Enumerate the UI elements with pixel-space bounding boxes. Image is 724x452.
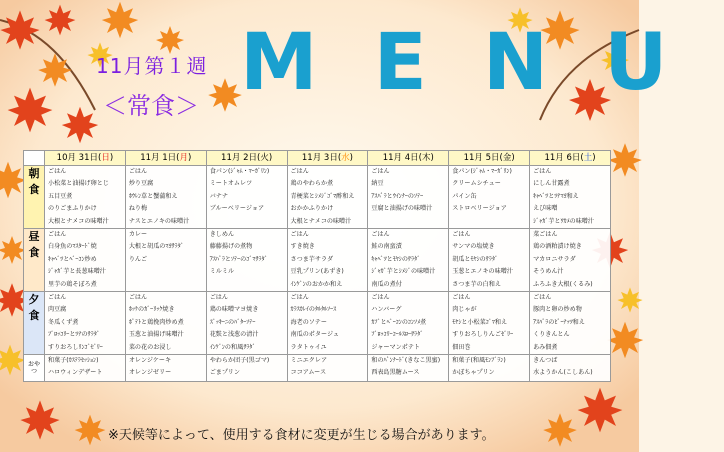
menu-item: そうめん汁 <box>533 268 564 276</box>
menu-item: ﾓﾔｼと小松菜ｺﾞﾏ和え <box>452 318 508 326</box>
menu-item: 五目豆煮 <box>48 192 73 200</box>
menu-item: ｶﾗｽｶﾚｲのﾀﾙﾀﾙｿｰｽ <box>290 306 337 314</box>
menu-item: ｼﾞｬｶﾞ芋と長葱味噌汁 <box>48 268 106 276</box>
meal-row <box>24 355 611 382</box>
menu-item: ごはん <box>290 294 309 301</box>
menu-item: オレンジゼリー <box>128 369 172 377</box>
menu-item: 鶏の酒粕漬け焼き <box>533 243 582 251</box>
menu-item: くりきんとん <box>533 331 570 339</box>
menu-item: やわらか団子(黒ゴマ) <box>209 357 270 364</box>
menu-item: 和菓子(ｶｽﾃﾗｾｯｼｮﾝ) <box>48 357 99 364</box>
menu-item: サンマの塩焼き <box>452 243 495 251</box>
menu-item: ハンバーグ <box>371 306 402 314</box>
menu-item: さつま芋の白和え <box>452 280 501 288</box>
day-header: 11月 3日(水) <box>287 151 368 166</box>
menu-item: ﾎｳﾚﾝ草と蟹蒲和え <box>128 192 178 200</box>
menu-item: 鶏のやわらか煮 <box>290 180 334 188</box>
menu-table <box>23 150 611 382</box>
menu-cell <box>45 229 126 292</box>
menu-item: 花麩と浅葱の清汁 <box>209 331 259 339</box>
menu-item: ジャーマンポテト <box>371 343 421 351</box>
menu-item: 和菓子(和風ﾓﾝﾌﾞﾗﾝ) <box>452 357 506 364</box>
menu-cell <box>206 229 287 292</box>
menu-item <box>207 216 287 228</box>
menu-item: 大根とナメコの味噌汁 <box>48 217 109 225</box>
menu-item: すりおろしりんごｾﾞﾘｰ <box>452 331 514 339</box>
menu-item: ｷｬﾍﾞﾂとﾂﾅﾏﾖ和え <box>533 192 579 200</box>
menu-item: 菜の花のお浸し <box>128 343 172 351</box>
menu-item: きしめん <box>209 231 235 238</box>
menu-item: ｽﾞｯｷｰﾆのﾊﾞﾀｰｿﾃｰ <box>209 318 256 326</box>
menu-item: ごはん <box>452 231 471 238</box>
menu-item: 豆乳プリン(あずき) <box>290 268 344 276</box>
meal-label <box>24 355 45 382</box>
meal-label-char: 食 <box>28 183 40 196</box>
menu-item: 西表島黒糖ムース <box>371 369 420 377</box>
menu-item: カレー <box>128 231 148 238</box>
menu-item: ﾌﾞﾛｯｺﾘｰとﾂﾅのｻﾗﾀﾞ <box>48 331 100 339</box>
day-header: 11月 1日(月) <box>125 151 206 166</box>
menu-item: ごはん <box>371 168 390 175</box>
menu-item: ココアムース <box>290 369 327 377</box>
menu-item: パイン缶 <box>452 192 477 200</box>
menu-item: さつま芋サラダ <box>290 255 334 263</box>
day-header: 11月 4日(木) <box>368 151 449 166</box>
day-date: 11月 3日 <box>301 153 338 163</box>
menu-cell <box>206 292 287 355</box>
menu-item: ふろふき大根(くるみ) <box>533 280 593 288</box>
menu-item: マカロニサラダ <box>533 255 576 263</box>
menu-item: すき焼き <box>290 243 315 251</box>
meal-row <box>24 229 611 292</box>
menu-item: ｲﾝｹﾞﾝの和風ｻﾗﾀﾞ <box>209 343 256 351</box>
menu-item: ごはん <box>128 168 148 175</box>
menu-item: 食パン(ｼﾞｬﾑ・ﾏｰｶﾞﾘﾝ) <box>452 168 512 175</box>
menu-item: バナナ <box>209 192 228 200</box>
day-date: 11月 5日 <box>463 153 500 163</box>
menu-item: きんつば <box>533 357 558 364</box>
menu-item: ごはん <box>48 168 67 175</box>
menu-cell <box>530 229 611 292</box>
menu-item: ﾌﾞﾛｯｺﾘｰｺｰﾙｽﾛｰｻﾗﾀﾞ <box>371 331 424 339</box>
meal-label <box>24 166 45 229</box>
menu-item: ごはん <box>128 294 148 301</box>
menu-item: 大根と胡瓜のﾏﾖｻﾗﾀﾞ <box>128 243 184 251</box>
day-header: 10月 31日(日) <box>45 151 126 166</box>
menu-cell <box>125 166 206 229</box>
day-of-week: 木 <box>422 153 431 163</box>
menu-cell <box>287 292 368 355</box>
menu-item: おかかふりかけ <box>290 205 334 213</box>
menu-item: あみ佃煮 <box>533 343 558 351</box>
meal-label-char: 夕 <box>28 293 40 306</box>
meal-label-char: 昼 <box>28 230 40 243</box>
day-of-week: 日 <box>101 153 110 163</box>
meal-type-label: ＜常食＞ <box>103 92 199 120</box>
menu-cell <box>449 166 530 229</box>
menu-item: 南瓜の煮付 <box>371 280 402 288</box>
menu-item: ミートオムレツ <box>209 180 253 188</box>
meal-label-char: 食 <box>28 309 40 322</box>
day-header: 11月 2日(火) <box>206 151 287 166</box>
menu-cell <box>287 229 368 292</box>
menu-item: ｱｽﾊﾟﾗとｳｲﾝﾅｰのｿﾃｰ <box>371 192 424 200</box>
menu-cell <box>206 355 287 382</box>
menu-item: 豆腐と油揚げの味噌汁 <box>371 205 433 213</box>
menu-cell <box>530 355 611 382</box>
menu-cell <box>530 166 611 229</box>
menu-item: ｲﾝｹﾞﾝのおかか和え <box>290 280 343 288</box>
menu-cell <box>530 292 611 355</box>
menu-item: 玉葱とエノキの味噌汁 <box>452 268 513 276</box>
day-date: 11月 1日 <box>140 153 177 163</box>
day-header: 11月 6日(土) <box>530 151 611 166</box>
meal-label-char: おや <box>27 361 40 368</box>
meal-label-char: 食 <box>28 246 40 259</box>
menu-item: 青梗菜とｼﾒｼﾞｺﾞﾏ酢和え <box>290 192 355 200</box>
menu-item: すりおろしﾘﾝｺﾞｾﾞﾘｰ <box>48 343 103 351</box>
meal-label-char: 朝 <box>28 167 40 180</box>
menu-item: 海老のソテー <box>290 318 327 326</box>
menu-cell <box>368 292 449 355</box>
menu-item: 大根とナメコの味噌汁 <box>290 217 352 225</box>
menu-item: 南瓜のポタージュ <box>290 331 340 339</box>
menu-cell <box>287 355 368 382</box>
menu-item: オレンジケーキ <box>128 357 172 364</box>
menu-cell <box>449 229 530 292</box>
menu-item: ハロウィンデザート <box>48 369 103 377</box>
menu-item: ごはん <box>452 294 471 301</box>
menu-item: 冬瓜くず煮 <box>48 318 79 326</box>
menu-item: ごはん <box>371 231 390 238</box>
day-date: 11月 2日 <box>221 153 257 163</box>
menu-item: ラタトゥイユ <box>290 343 327 351</box>
menu-item: ナスとエノキの味噌汁 <box>128 217 190 225</box>
meal-row <box>24 166 611 229</box>
menu-item: ごはん <box>48 231 67 238</box>
date-header-row <box>24 151 611 166</box>
menu-cell <box>125 229 206 292</box>
meal-row <box>24 292 611 355</box>
menu-item: 玉葱と油揚げ味噌汁 <box>128 331 184 339</box>
menu-item <box>449 216 529 228</box>
day-of-week: 火 <box>260 153 269 163</box>
menu-cell <box>368 355 449 382</box>
menu-item: ﾎｯｹのｶﾞｰﾘｯｸ焼き <box>128 306 175 314</box>
menu-item: ごはん <box>290 168 309 175</box>
menu-cell <box>368 166 449 229</box>
menu-cell <box>45 166 126 229</box>
menu-item: ごはん <box>48 294 67 301</box>
menu-item: ｷｬﾍﾞﾂとﾓﾔｼのｻﾗﾀﾞ <box>371 255 421 263</box>
meal-label-char: つ <box>30 368 37 375</box>
menu-item <box>126 266 206 278</box>
menu-item: ストロベリージョア <box>452 205 507 213</box>
menu-cell <box>125 292 206 355</box>
menu-item: にしん甘露煮 <box>533 180 570 188</box>
menu-item: ｷｬﾍﾞﾂとﾍﾞｰｺﾝ炒め <box>48 255 97 263</box>
menu-item: ｱｽﾊﾟﾗとｿﾃｰのｺﾞﾏｻﾗﾀﾞ <box>209 255 268 263</box>
menu-item: のりごまふりかけ <box>48 205 97 213</box>
corner-cell <box>24 151 45 166</box>
menu-item: 藤藤揚げの煮物 <box>209 243 253 251</box>
notice-text: ※天候等によって、使用する食材に変更が生じる場合があります。 <box>108 428 495 443</box>
menu-item: りんご <box>128 255 148 263</box>
menu-item: ミニエクレア <box>290 357 328 364</box>
day-of-week: 月 <box>179 153 188 163</box>
menu-item: 肉豆腐 <box>48 306 67 314</box>
menu-item: ねり梅 <box>128 205 148 213</box>
menu-cell <box>449 292 530 355</box>
menu-item: ｼﾞｬｶﾞ芋とｼﾒｼﾞの味噌汁 <box>371 268 436 276</box>
menu-cell <box>206 166 287 229</box>
menu-item: かぼちゃプリン <box>452 369 495 377</box>
menu-item: ごはん <box>290 231 309 238</box>
menu-item: 鶏の味噌マヨ焼き <box>209 306 259 314</box>
day-of-week: 金 <box>502 153 512 163</box>
menu-cell <box>287 166 368 229</box>
menu-item: 白身魚のﾏｽﾀｰﾄﾞ焼 <box>48 243 97 251</box>
menu-item: 豚肉と卵の炒め物 <box>533 306 582 314</box>
menu-item: 菜ごはん <box>533 231 558 238</box>
menu-item: 食パン(ｼﾞｬﾑ・ﾏｰｶﾞﾘﾝ) <box>209 168 270 175</box>
menu-item: ｼﾞｬｶﾞ芋とﾜｶﾒの味噌汁 <box>533 217 594 225</box>
meal-label <box>24 229 45 292</box>
day-date: 10月 31日 <box>56 153 98 163</box>
menu-item: 肉じゃが <box>452 306 477 314</box>
menu-item: 和のﾊﾟﾝﾅｰﾄﾞ(きなこ黒蜜) <box>371 357 441 364</box>
menu-item: 鮭の南蛮漬 <box>371 243 402 251</box>
menu-item: ごはん <box>371 294 390 301</box>
menu-item: ｱｽﾊﾟﾗのﾋﾟｰﾅｯﾂ和え <box>533 318 585 326</box>
menu-heading: MENU <box>240 18 724 108</box>
menu-item: えび味噌 <box>533 205 558 213</box>
day-of-week: 土 <box>583 153 593 163</box>
menu-item <box>207 279 287 291</box>
menu-item: ごまプリン <box>209 369 240 377</box>
menu-cell <box>125 355 206 382</box>
menu-item: ごはん <box>533 168 552 175</box>
menu-cell <box>45 355 126 382</box>
meal-label <box>24 292 45 355</box>
day-date: 11月 6日 <box>544 153 581 163</box>
menu-cell <box>45 292 126 355</box>
day-of-week: 水 <box>341 153 350 163</box>
menu-item <box>368 216 448 228</box>
menu-cell <box>368 229 449 292</box>
menu-item: 里芋の鶏そぼろ煮 <box>48 280 97 288</box>
menu-item: クリームシチュー <box>452 180 501 188</box>
menu-item: ミルミル <box>209 268 235 276</box>
day-date: 11月 4日 <box>382 153 419 163</box>
menu-item: 胡瓜とﾓﾔｼのｻﾗﾀﾞ <box>452 255 498 263</box>
menu-item: 納豆 <box>371 180 384 188</box>
menu-item: ブルーベリージョア <box>209 205 265 213</box>
menu-item: ごはん <box>209 294 228 301</box>
menu-item: 炒り豆腐 <box>128 180 154 188</box>
menu-item: 小松菜と油揚げ卵とじ <box>48 180 109 188</box>
menu-cell <box>449 355 530 382</box>
day-header: 11月 5日(金) <box>449 151 530 166</box>
menu-item: ﾎﾟﾃﾄと鶏挽肉炒め煮 <box>128 318 184 326</box>
menu-item <box>126 279 206 291</box>
menu-item: 佃田巻 <box>452 343 471 351</box>
menu-item: ごはん <box>533 294 552 301</box>
menu-item: ｶﾌﾞとﾍﾞｰｺﾝのｺﾝｿﾒ煮 <box>371 318 427 326</box>
menu-item: 水ようかん(こしあん) <box>533 369 593 377</box>
week-title: 11月第１週 <box>96 54 208 78</box>
